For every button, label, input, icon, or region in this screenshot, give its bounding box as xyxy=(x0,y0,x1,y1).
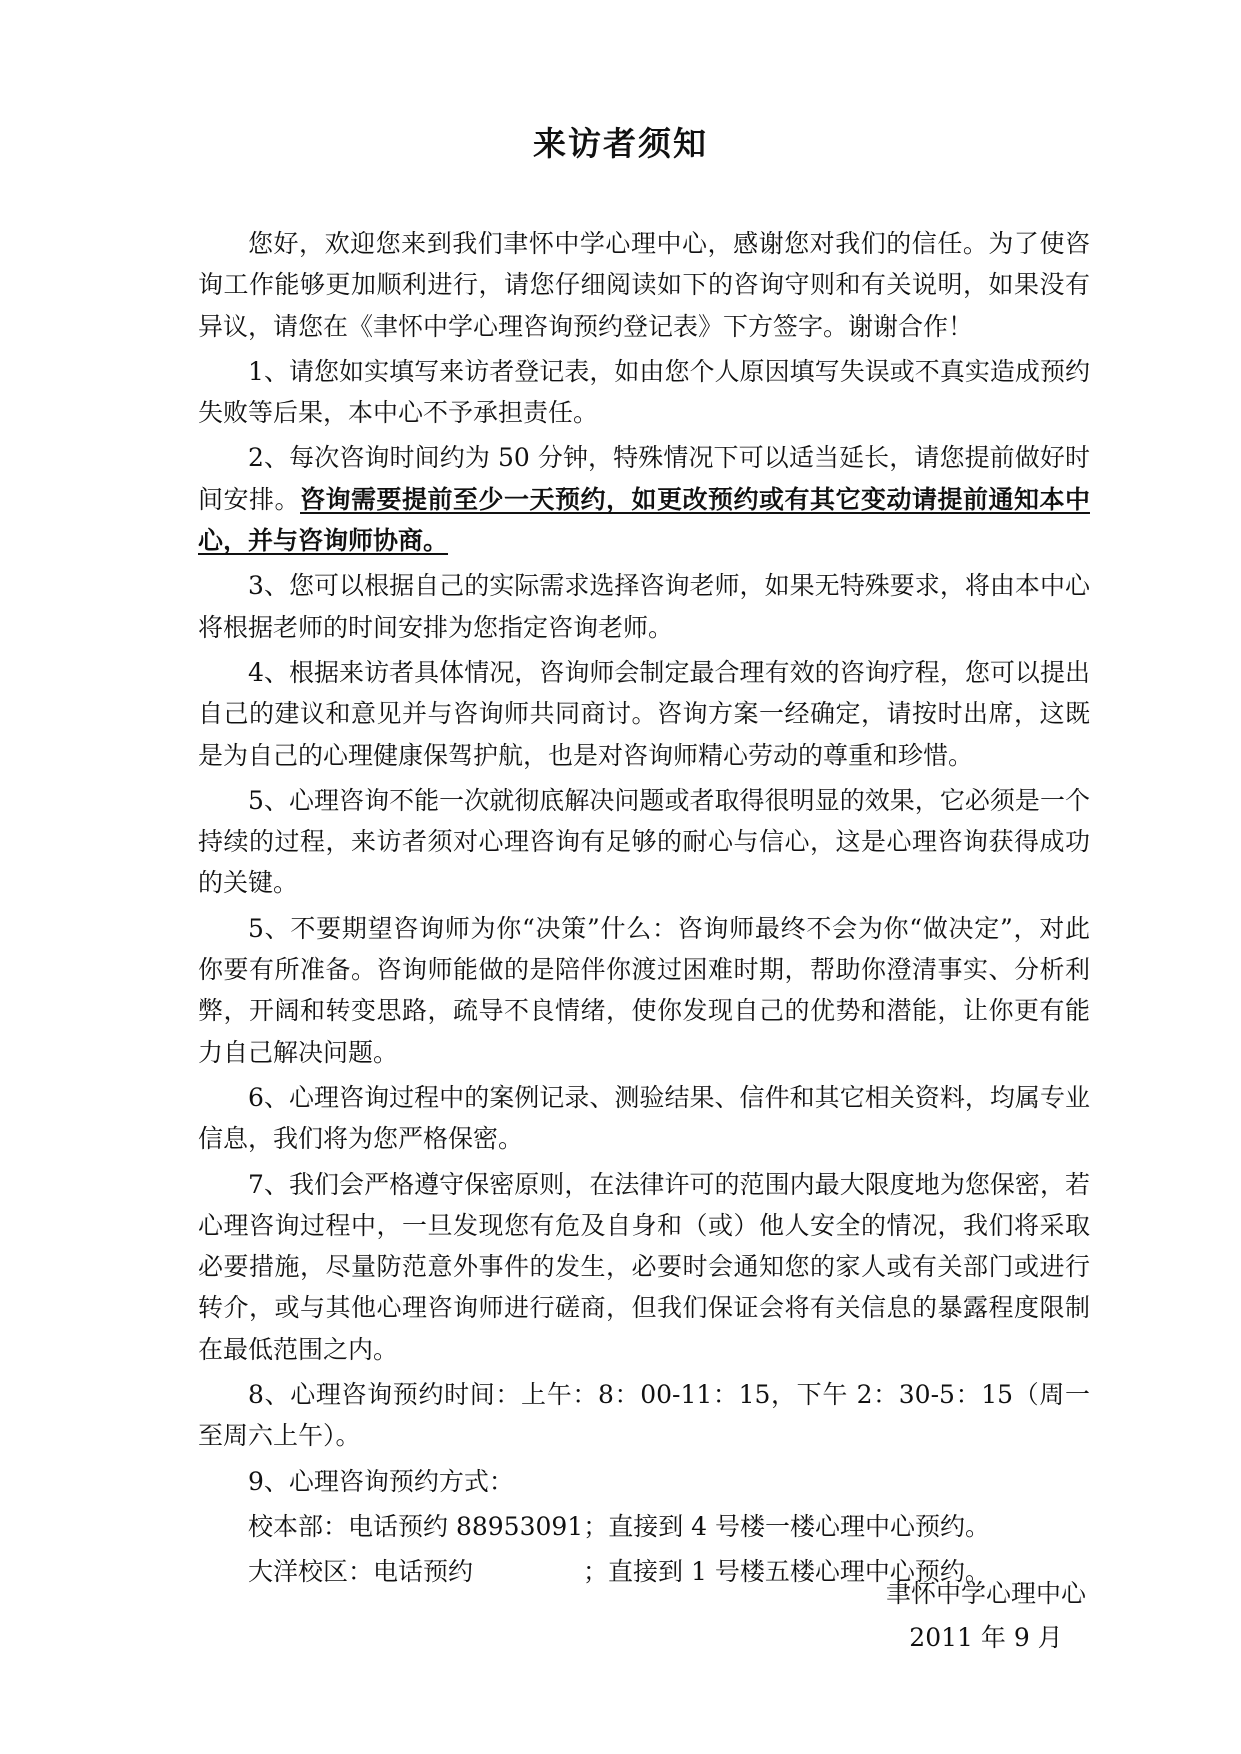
rule-5b: 5、不要期望咨询师为你“决策”什么：咨询师最终不会为你“做决定”，对此你要有所准备。咨询师能做的是陪伴你渡过困难时期，帮助你澄清事实、分析利弊，开阔和转变思路，疏导不良情绪，使你发现自己的优势和潜能，让你更有能力自己解决问题。 xyxy=(198,913,1090,1067)
rule-8: 8、心理咨询预约时间：上午：8：00-11：15，下午 2：30-5：15（周一至周六上午）。 xyxy=(198,1380,1090,1451)
signature-date: 2011 年 9 月 xyxy=(909,1623,1063,1652)
signature-block xyxy=(886,1572,1086,1660)
rule-2 xyxy=(198,437,1090,561)
rule-1: 1、请您如实填写来访者登记表，如由您个人原因填写失误或不真实造成预约失败等后果，本中心不予承担责任。 xyxy=(198,356,1090,428)
signature-org: 聿怀中学心理中心 xyxy=(885,1579,1086,1608)
rule-6: 6、心理咨询过程中的案例记录、测验结果、信件和其它相关资料，均属专业信息，我们将为您严格保密。 xyxy=(198,1082,1090,1154)
rule-2-emphasis: 咨询需要提前至少一天预约，如更改预约或有其它变动请提前通知本中心，并与咨询师协商。 xyxy=(198,484,1090,556)
dayang-prefix: 大洋校区：电话预约 xyxy=(248,1557,474,1587)
dayang-suffix: ；直接到 1 号楼五楼心理中心预约。 xyxy=(583,1557,990,1587)
rule-7: 7、我们会严格遵守保密原则，在法律许可的范围内最大限度地为您保密，若心理咨询过程中，一旦发现您有危及自身和（或）他人安全的情况，我们将采取必要措施，尽量防范意外事件的发生，必要时会通知您的家人或有关部门或进行转介，或与其他心理咨询师进行磋商，但我们保证会将有关信息的暴露程度限制在最低范围之内。 xyxy=(198,1169,1090,1364)
document-body xyxy=(198,223,1090,1597)
contact-main-campus: 校本部：电话预约 88953091；直接到 4 号楼一楼心理中心预约。 xyxy=(248,1511,990,1541)
page-title: 来访者须知 xyxy=(533,124,708,163)
rule-5a: 5、心理咨询不能一次就彻底解决问题或者取得很明显的效果，它必须是一个持续的过程，来访者须对心理咨询有足够的耐心与信心，这是心理咨询获得成功的关键。 xyxy=(198,785,1090,898)
rule-4: 4、根据来访者具体情况，咨询师会制定最合理有效的咨询疗程，您可以提出自己的建议和意见并与咨询师共同商讨。咨询方案一经确定，请按时出席，这既是为自己的心理健康保驾护航，也是对咨询师精心劳动的尊重和珍惜。 xyxy=(198,657,1090,770)
rule-2-text: 2、每次咨询时间约为 50 分钟，特殊情况下可以适当延长，请您提前做好时间安排。 xyxy=(198,443,1090,514)
rule-9: 9、心理咨询预约方式： xyxy=(248,1466,514,1496)
intro-paragraph: 您好，欢迎您来到我们聿怀中学心理中心，感谢您对我们的信任。为了使咨询工作能够更加顺利进行，请您仔细阅读如下的咨询守则和有关说明，如果没有异议，请您在《聿怀中学心理咨询预约登记表》下方签字。谢谢合作！ xyxy=(198,229,1090,341)
rule-3: 3、您可以根据自己的实际需求选择咨询老师，如果无特殊要求，将由本中心将根据老师的时间安排为您指定咨询老师。 xyxy=(198,571,1090,642)
